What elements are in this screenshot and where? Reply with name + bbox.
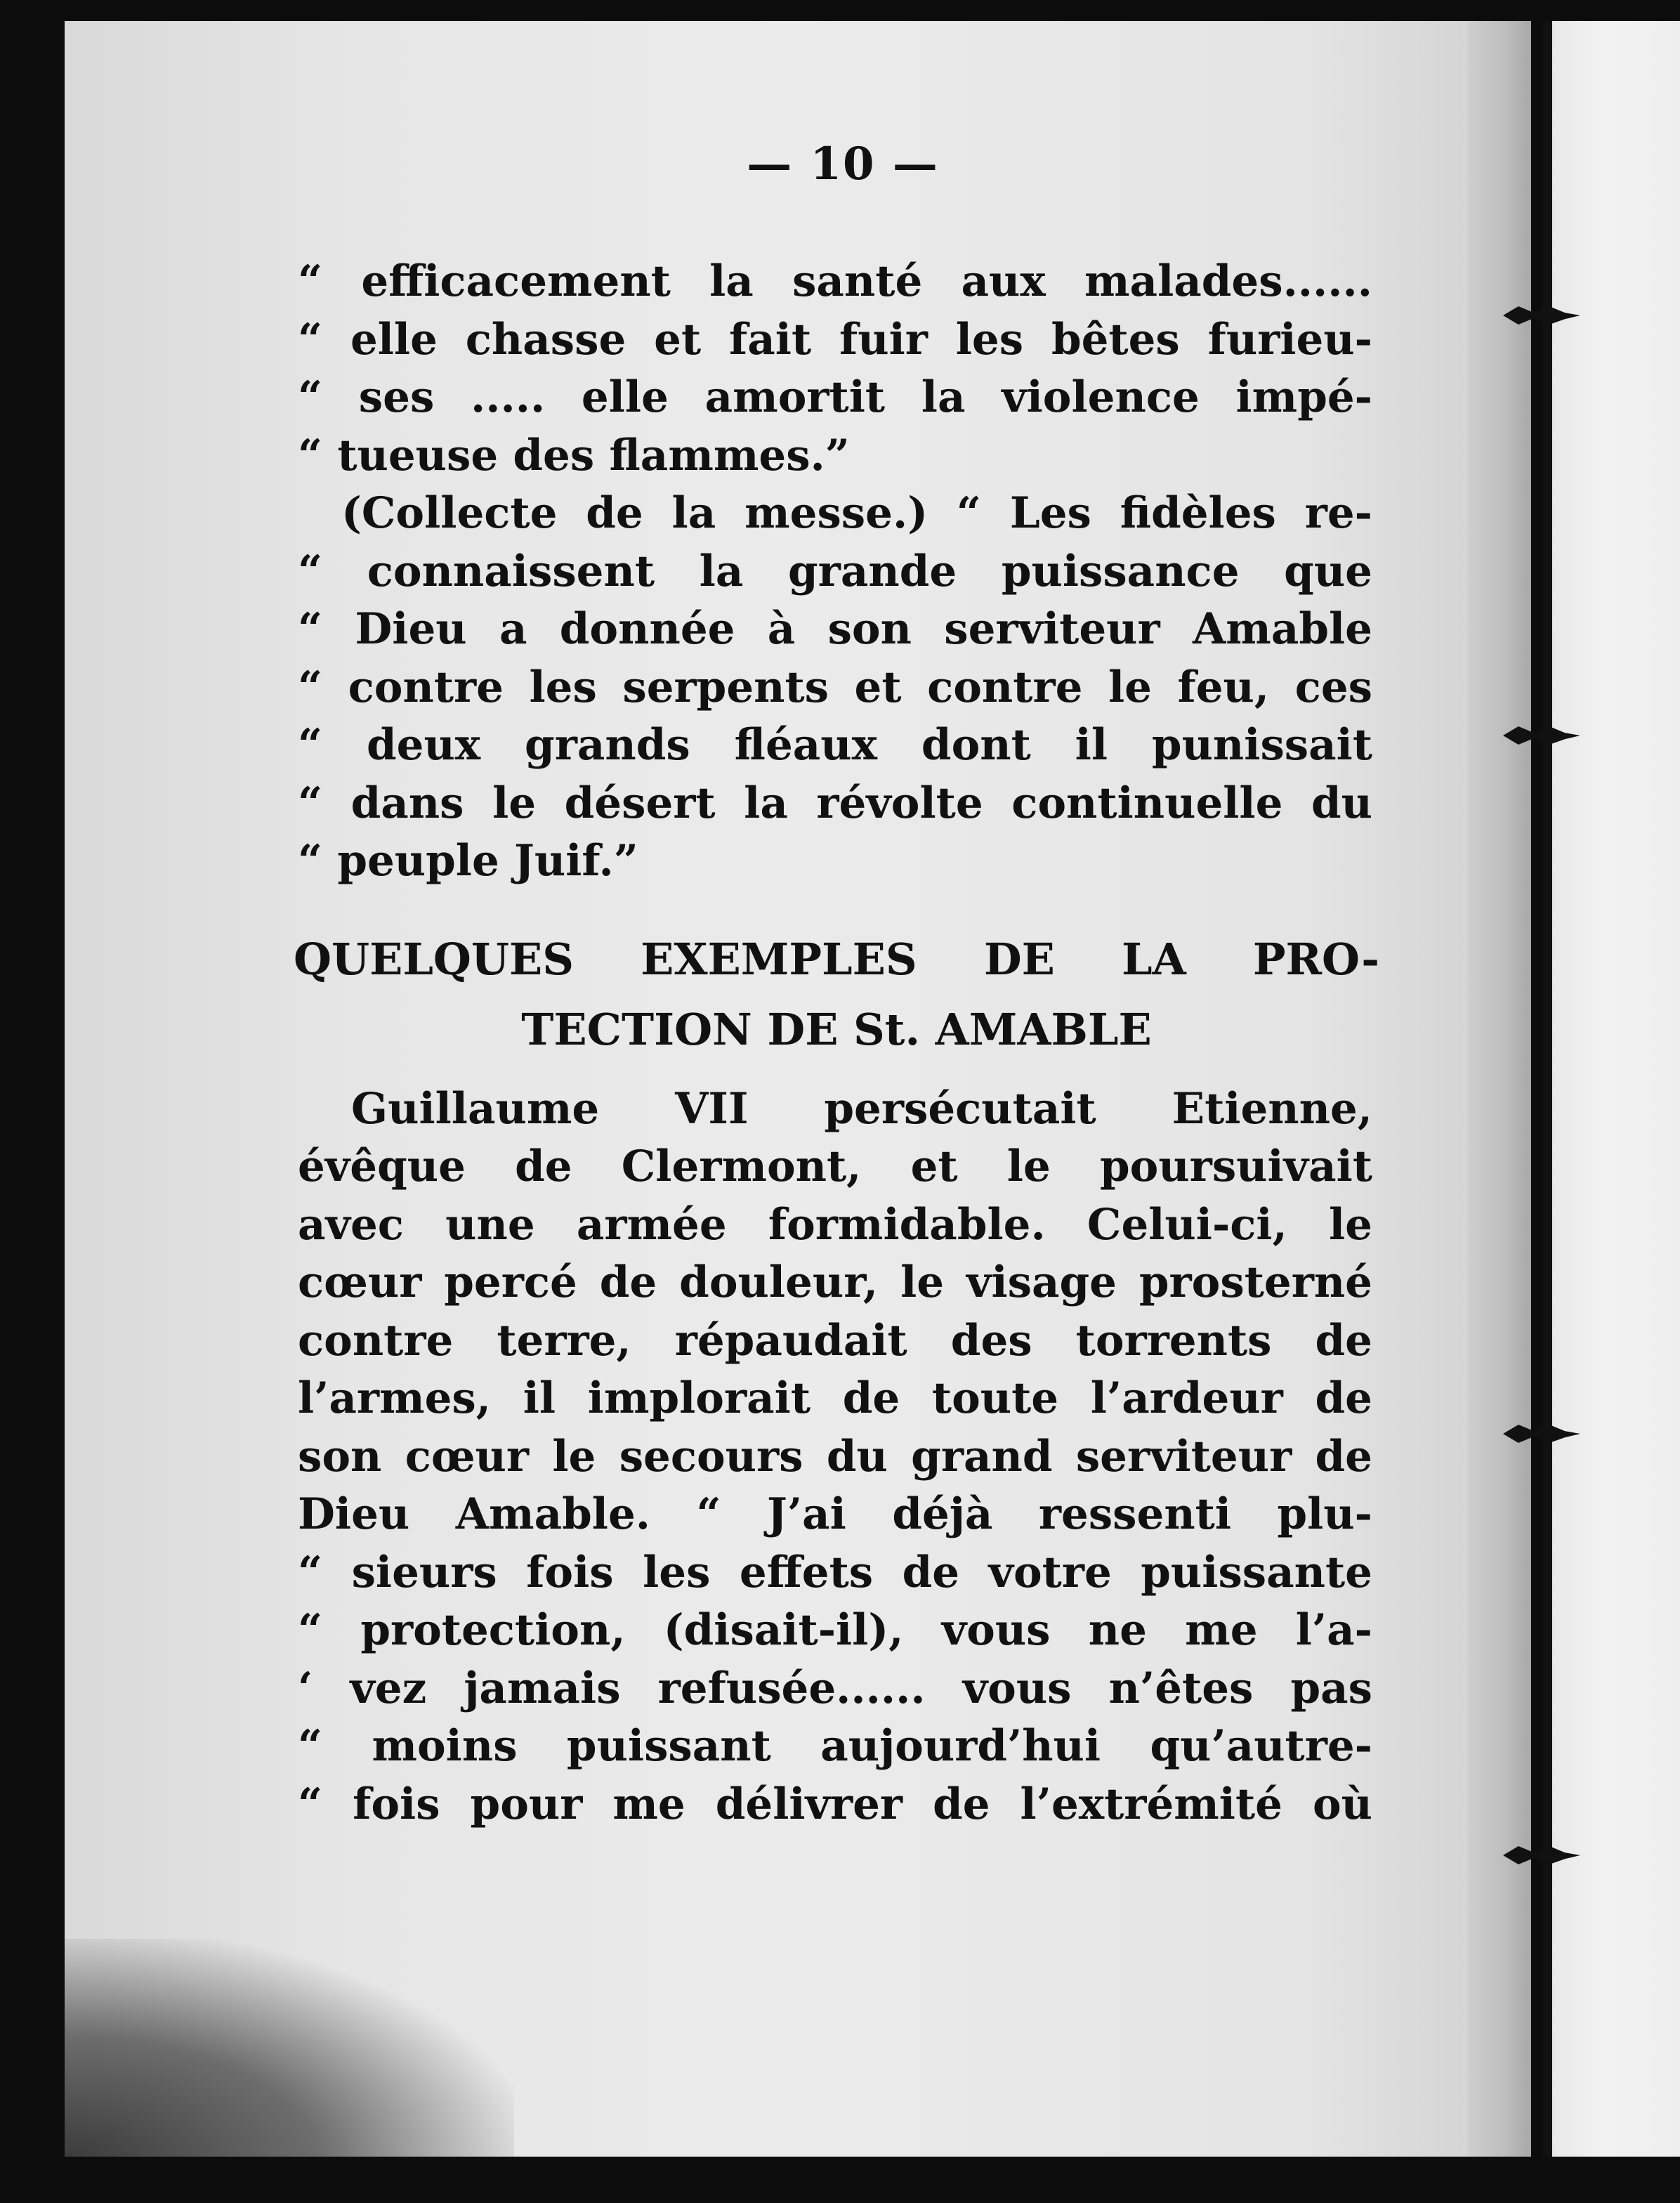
paragraph-3 — [298, 1080, 1372, 1834]
text-line: “ connaissent la grande puissance que — [298, 546, 1372, 596]
section-heading — [294, 924, 1379, 1065]
text-line: évêque de Clermont, et le poursuivait — [298, 1142, 1372, 1191]
page-text — [294, 140, 1379, 1833]
text-line: “ dans le désert la révolte continuelle du — [298, 778, 1372, 828]
text-line: (Collecte de la messe.) “ Les fidèles re- — [341, 488, 1372, 538]
text-line: l’armes, il implorait de toute l’ardeur de — [298, 1373, 1372, 1423]
text-line: “ sieurs fois les effets de votre puissante — [298, 1547, 1372, 1597]
text-line: “ elle chasse et fait fuir les bêtes furieu- — [298, 314, 1372, 365]
text-line: “ fois pour me délivrer de l’extrémité où — [298, 1779, 1372, 1829]
text-line: ‘ vez jamais refusée...... vous n’êtes pas — [298, 1663, 1372, 1713]
scan-bottom-edge — [0, 2157, 1680, 2203]
text-line: “ protection, (disait-il), vous ne me l’a- — [298, 1605, 1372, 1655]
facing-page-edge — [1552, 21, 1680, 2171]
binding-spine — [1542, 21, 1552, 2164]
text-line: son cœur le secours du grand serviteur de — [298, 1431, 1372, 1482]
text-line: “ efficacement la santé aux malades...... — [298, 256, 1372, 306]
text-line: “ peuple Juif.” — [298, 836, 638, 886]
text-line: cœur percé de douleur, le visage prosterné — [298, 1257, 1372, 1307]
heading-line: TECTION DE St. AMABLE — [521, 1003, 1152, 1055]
text-line: “ ses ..... elle amortit la violence impé- — [298, 372, 1372, 422]
text-line: Guillaume VII persécutait Etienne, — [351, 1083, 1372, 1134]
text-line: “ tueuse des flammes.” — [298, 430, 850, 481]
text-line: “ Dieu a donnée à son serviteur Amable — [298, 604, 1372, 654]
page-number: — 10 — — [747, 138, 939, 190]
text-line: “ moins puissant aujourd’hui qu’autre- — [298, 1721, 1372, 1771]
text-line: “ contre les serpents et contre le feu, ces — [298, 662, 1372, 712]
text-line: Dieu Amable. “ J’ai déjà ressenti plu- — [298, 1489, 1372, 1539]
page-gutter — [1468, 21, 1531, 2157]
text-line: avec une armée formidable. Celui-ci, le — [298, 1199, 1372, 1250]
paragraph-1 — [298, 253, 1372, 485]
text-line: contre terre, répaudait des torrents de — [298, 1315, 1372, 1366]
text-line: “ deux grands fléaux dont il punissait — [298, 720, 1372, 770]
page-corner-shadow — [65, 1939, 514, 2164]
heading-line: QUELQUES EXEMPLES DE LA PRO- — [294, 933, 1379, 985]
paragraph-2 — [341, 485, 1372, 543]
paragraph-2-continued — [298, 543, 1372, 891]
